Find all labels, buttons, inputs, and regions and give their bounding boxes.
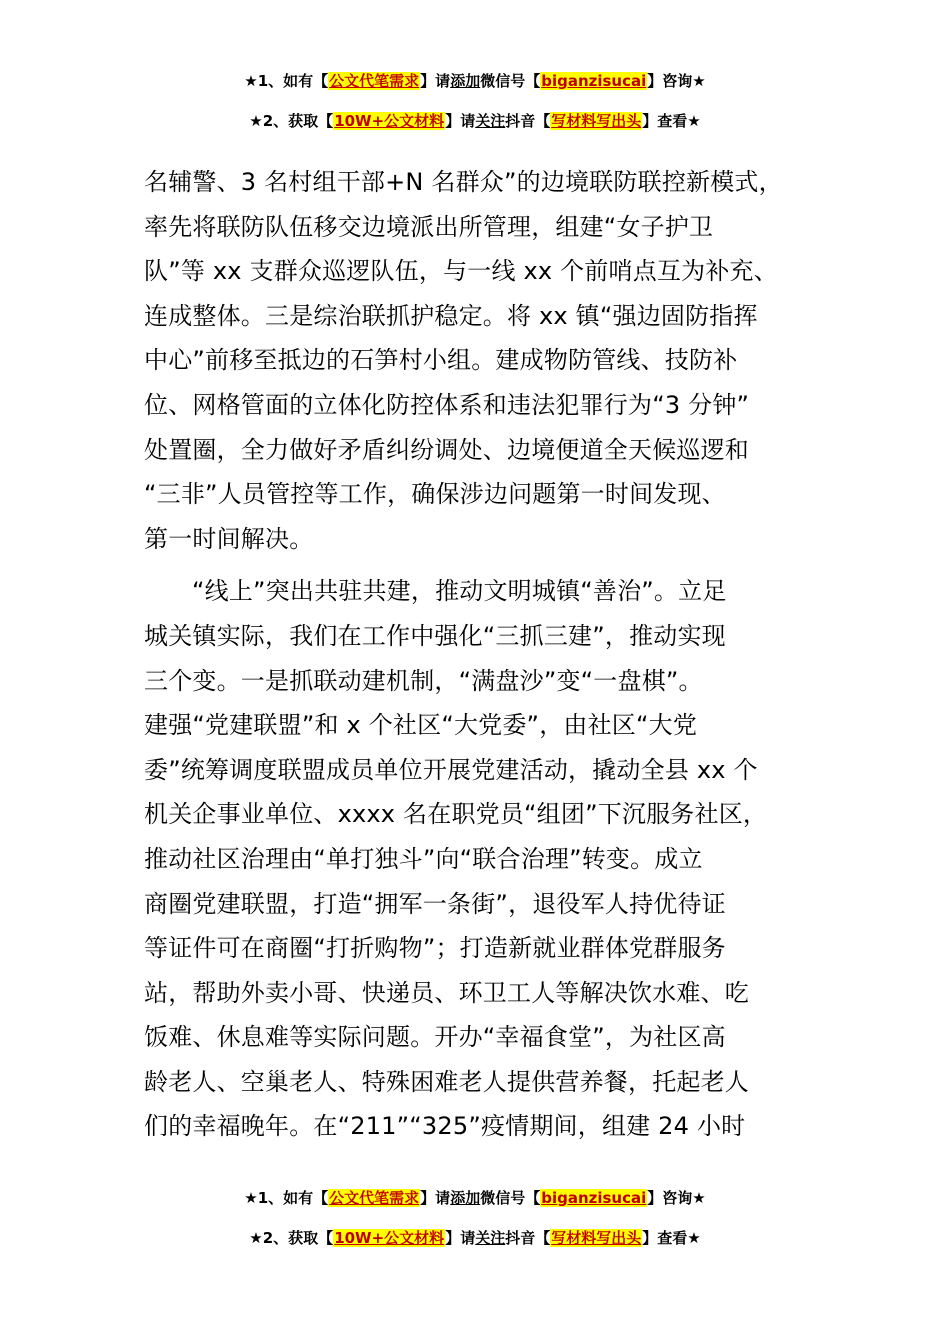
paragraph-2-line: 们的幸福晚年。在“211”“325”疫情期间，组建 24 小时 (144, 1112, 746, 1141)
banner-highlight: 公文代笔需求 (329, 1189, 420, 1207)
banner-text: 】请 (445, 1229, 476, 1247)
header-banner-line-2 (0, 111, 950, 131)
footer-banner-line-2 (0, 1228, 950, 1248)
paragraph-2-line: “线上”突出共驻共建，推动文明城镇“善治”。立足 (192, 577, 727, 606)
paragraph-2-line: 饭难、休息难等实际问题。开办“幸福食堂”，为社区高 (144, 1023, 726, 1052)
paragraph-1-line: 名辅警、3 名村组干部+N 名群众”的边境联防联控新模式， (144, 168, 783, 196)
paragraph-1-line: 位、网格管面的立体化防控体系和违法犯罪行为“3 分钟” (144, 390, 750, 419)
banner-text: 】咨询★ (647, 1189, 706, 1207)
paragraph-2-line: 建强“党建联盟”和 x 个社区“大党委”，由社区“大党 (144, 711, 698, 740)
banner-text: ★1、如有【 (244, 72, 329, 90)
paragraph-1-line: “三非”人员管控等工作，确保涉边问题第一时间发现、 (144, 480, 726, 509)
banner-underline: 添加 (450, 72, 481, 90)
wechat-id-highlight: biganzisucai (541, 1189, 647, 1207)
document-body (144, 160, 834, 1149)
banner-underline: 添加 (450, 1189, 481, 1207)
banner-text: 抖音【 (505, 112, 551, 130)
paragraph-2-line: 龄老人、空巢老人、特殊困难老人提供营养餐，托起老人 (144, 1067, 749, 1096)
paragraph-2-line: 三个变。一是抓联动建机制，“满盘沙”变“一盘棋”。 (144, 666, 703, 695)
banner-text: 】查看★ (642, 112, 701, 130)
banner-text: 微信号【 (480, 1189, 541, 1207)
footer-banner-line-1 (0, 1188, 950, 1208)
douyin-id-highlight: 写材料写出头 (551, 1229, 642, 1247)
banner-text: 】查看★ (642, 1229, 701, 1247)
paragraph-2-line: 机关企事业单位、xxxx 名在职党员“组团”下沉服务社区， (144, 800, 768, 829)
douyin-id-highlight: 写材料写出头 (551, 112, 642, 130)
paragraph-2-line: 等证件可在商圈“打折购物”；打造新就业群体党群服务 (144, 934, 726, 963)
banner-text: 】请 (445, 112, 476, 130)
banner-text: ★2、获取【 (249, 1229, 334, 1247)
header-banner-line-1 (0, 71, 950, 91)
banner-highlight: 10W+公文材料 (334, 112, 445, 130)
banner-highlight: 10W+公文材料 (334, 1229, 445, 1247)
paragraph-1-line: 中心”前移至抵边的石笋村小组。建成物防管线、技防补 (144, 346, 738, 375)
banner-underline: 关注 (475, 1229, 506, 1247)
paragraph-2-line: 站，帮助外卖小哥、快递员、环卫工人等解决饮水难、吃 (144, 978, 749, 1007)
paragraph-2-line: 商圈党建联盟，打造“拥军一条街”，退役军人持优待证 (144, 889, 726, 918)
banner-text: 抖音【 (505, 1229, 551, 1247)
paragraph-1-line: 队”等 xx 支群众巡逻队伍，与一线 xx 个前哨点互为补充、 (144, 257, 778, 286)
banner-text: 】请 (420, 72, 451, 90)
banner-highlight: 公文代笔需求 (329, 72, 420, 90)
paragraph-1-line: 第一时间解决。 (144, 524, 314, 553)
paragraph-1-line: 率先将联防队伍移交边境派出所管理，组建“女子护卫 (144, 212, 714, 241)
paragraph-2-line: 推动社区治理由“单打独斗”向“联合治理”转变。成立 (144, 844, 703, 873)
paragraph-2-line: 委”统筹调度联盟成员单位开展党建活动，撬动全县 xx 个 (144, 755, 758, 784)
banner-text: 】咨询★ (647, 72, 706, 90)
paragraph-1-line: 连成整体。三是综治联抓护稳定。将 xx 镇“强边固防指挥 (144, 301, 758, 330)
banner-text: 微信号【 (480, 72, 541, 90)
wechat-id-highlight: biganzisucai (541, 72, 647, 90)
paragraph-1-line: 处置圈，全力做好矛盾纠纷调处、边境便道全天候巡逻和 (144, 435, 749, 464)
banner-text: ★1、如有【 (244, 1189, 329, 1207)
banner-underline: 关注 (475, 112, 506, 130)
banner-text: 】请 (420, 1189, 451, 1207)
paragraph-2-line: 城关镇实际，我们在工作中强化“三抓三建”，推动实现 (144, 621, 726, 650)
banner-text: ★2、获取【 (249, 112, 334, 130)
